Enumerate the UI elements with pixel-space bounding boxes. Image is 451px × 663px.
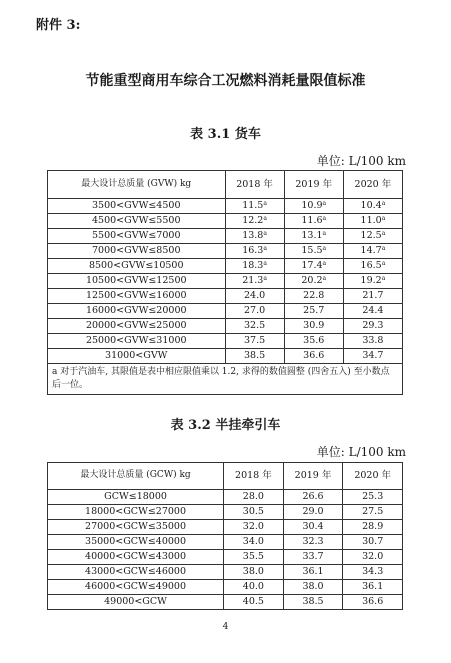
table-header-row [48,171,403,199]
value-2020-cell: 11.0$^a$ [343,214,402,229]
table1-title: 表 3.1 货车 [190,127,261,142]
mass-range-cell: 12500<GVW≤16000 [48,289,226,304]
page-number: 4 [222,622,229,632]
value-2019-cell: 36.6 [284,349,343,364]
value-2020-cell: 24.4 [343,304,402,319]
value-2019-cell: 29.0 [283,505,343,520]
column-header-2019: 2019 年 [284,171,343,199]
value-2019-cell: 13.1$^a$ [284,229,343,244]
table-row [48,349,403,364]
table-row [48,520,403,535]
value-2019-cell: 30.4 [283,520,343,535]
value-2018-cell: 35.5 [224,550,284,565]
footnote-marker: a [322,245,327,253]
mass-range-cell: 18000<GCW≤27000 [48,505,224,520]
footnote-marker: a [381,275,386,283]
value-2020-cell: 14.7$^a$ [343,244,402,259]
value-2019-cell: 15.5$^a$ [284,244,343,259]
value-2019-cell: 38.5 [283,595,343,610]
value-2019-cell: 11.6$^a$ [284,214,343,229]
table-row [48,229,403,244]
value-2020-cell: 19.2$^a$ [343,274,402,289]
footnote-marker: a [322,200,327,208]
value-2018-cell: 34.0 [224,535,284,550]
footnote-marker: a [263,215,267,223]
value-2019-cell: 35.6 [284,334,343,349]
value-2020-cell: 21.7 [343,289,402,304]
value-2019-cell: 30.9 [284,319,343,334]
table-row [48,580,403,595]
mass-range-cell: 8500<GVW≤10500 [48,259,226,274]
mass-range-cell: 46000<GCW≤49000 [48,580,224,595]
footnote-marker: a [381,245,386,253]
footnote-marker: a [381,260,386,268]
value-2020-cell: 10.4$^a$ [343,199,402,214]
table-header-row [48,463,403,490]
value-2019-cell: 22.8 [284,289,343,304]
value-2020-cell: 16.5$^a$ [343,259,402,274]
table2-unit: 单位: L/100 km [316,445,406,459]
mass-range-cell: 5500<GVW≤7000 [48,229,226,244]
table-row [48,319,403,334]
table-row [48,304,403,319]
value-2019-cell: 26.6 [283,490,343,505]
mass-range-cell: 3500<GVW≤4500 [48,199,226,214]
value-2020-cell: 30.7 [343,535,403,550]
footnote-marker: a [263,245,267,253]
value-2018-cell: 40.5 [224,595,284,610]
value-2019-cell: 33.7 [283,550,343,565]
table-row [48,535,403,550]
footnote-marker: a [263,200,267,208]
value-2019-cell: 20.2$^a$ [284,274,343,289]
value-2019-cell: 36.1 [283,565,343,580]
mass-range-cell: GCW≤18000 [48,490,224,505]
footnote-marker: a [263,260,267,268]
value-2018-cell: 40.0 [224,580,284,595]
footnote-marker: a [263,275,267,283]
value-2018-cell: 12.2$^a$ [225,214,284,229]
column-header-2020: 2020 年 [343,463,403,490]
value-2018-cell: 16.3$^a$ [225,244,284,259]
mass-range-cell: 10500<GVW≤12500 [48,274,226,289]
table-row [48,199,403,214]
value-2020-cell: 32.0 [343,550,403,565]
value-2020-cell: 27.5 [343,505,403,520]
table-row [48,289,403,304]
tractor-limits-table [47,462,403,610]
table-row [48,214,403,229]
table-row [48,274,403,289]
value-2018-cell: 37.5 [225,334,284,349]
mass-range-cell: 40000<GCW≤43000 [48,550,224,565]
document-title: 节能重型商用车综合工况燃料消耗量限值标准 [85,73,366,89]
value-2018-cell: 27.0 [225,304,284,319]
value-2020-cell: 12.5$^a$ [343,229,402,244]
value-2018-cell: 32.0 [224,520,284,535]
table-row [48,244,403,259]
table-row [48,550,403,565]
footnote-marker: a [322,215,327,223]
value-2020-cell: 36.6 [343,595,403,610]
column-header-2019: 2019 年 [283,463,343,490]
table-note: a 对于汽油车, 其限值是表中相应限值乘以 1.2, 求得的数值圆整 (四舍五入) 至小数点后一位。 [48,364,403,395]
value-2018-cell: 21.3$^a$ [225,274,284,289]
table1-unit: 单位: L/100 km [316,154,406,168]
truck-limits-table [47,170,403,395]
value-2020-cell: 33.8 [343,334,402,349]
value-2019-cell: 17.4$^a$ [284,259,343,274]
mass-range-cell: 4500<GVW≤5500 [48,214,226,229]
attachment-label: 附件 3: [36,18,81,33]
mass-range-cell: 20000<GVW≤25000 [48,319,226,334]
footnote-marker: a [322,275,327,283]
mass-range-cell: 31000<GVW [48,349,226,364]
footnote-marker: a [381,230,386,238]
footnote-marker: a [381,200,386,208]
value-2019-cell: 10.9$^a$ [284,199,343,214]
value-2018-cell: 28.0 [224,490,284,505]
value-2018-cell: 24.0 [225,289,284,304]
value-2020-cell: 34.7 [343,349,402,364]
value-2020-cell: 28.9 [343,520,403,535]
value-2018-cell: 30.5 [224,505,284,520]
mass-range-cell: 25000<GVW≤31000 [48,334,226,349]
value-2018-cell: 38.0 [224,565,284,580]
mass-range-cell: 35000<GCW≤40000 [48,535,224,550]
value-2018-cell: 38.5 [225,349,284,364]
value-2020-cell: 29.3 [343,319,402,334]
table-row [48,595,403,610]
footnote-marker: a [381,215,386,223]
table-row [48,565,403,580]
value-2019-cell: 32.3 [283,535,343,550]
footnote-marker: a [322,260,327,268]
table2-title: 表 3.2 半挂牵引车 [170,418,281,433]
value-2019-cell: 38.0 [283,580,343,595]
value-2019-cell: 25.7 [284,304,343,319]
table-row [48,259,403,274]
footnote-marker: a [263,230,267,238]
value-2020-cell: 36.1 [343,580,403,595]
column-header-2018: 2018 年 [225,171,284,199]
mass-range-cell: 7000<GVW≤8500 [48,244,226,259]
value-2018-cell: 11.5$^a$ [225,199,284,214]
column-header-2020: 2020 年 [343,171,402,199]
column-header-mass: 最大设计总质量 (GVW) kg [48,171,226,199]
value-2018-cell: 18.3$^a$ [225,259,284,274]
column-header-mass: 最大设计总质量 (GCW) kg [48,463,224,490]
mass-range-cell: 27000<GCW≤35000 [48,520,224,535]
column-header-2018: 2018 年 [224,463,284,490]
mass-range-cell: 49000<GCW [48,595,224,610]
value-2020-cell: 25.3 [343,490,403,505]
mass-range-cell: 16000<GVW≤20000 [48,304,226,319]
mass-range-cell: 43000<GCW≤46000 [48,565,224,580]
value-2018-cell: 13.8$^a$ [225,229,284,244]
table-row [48,334,403,349]
table-note-row [48,364,403,395]
footnote-marker: a [322,230,327,238]
value-2020-cell: 34.3 [343,565,403,580]
value-2018-cell: 32.5 [225,319,284,334]
table-row [48,490,403,505]
table-row [48,505,403,520]
